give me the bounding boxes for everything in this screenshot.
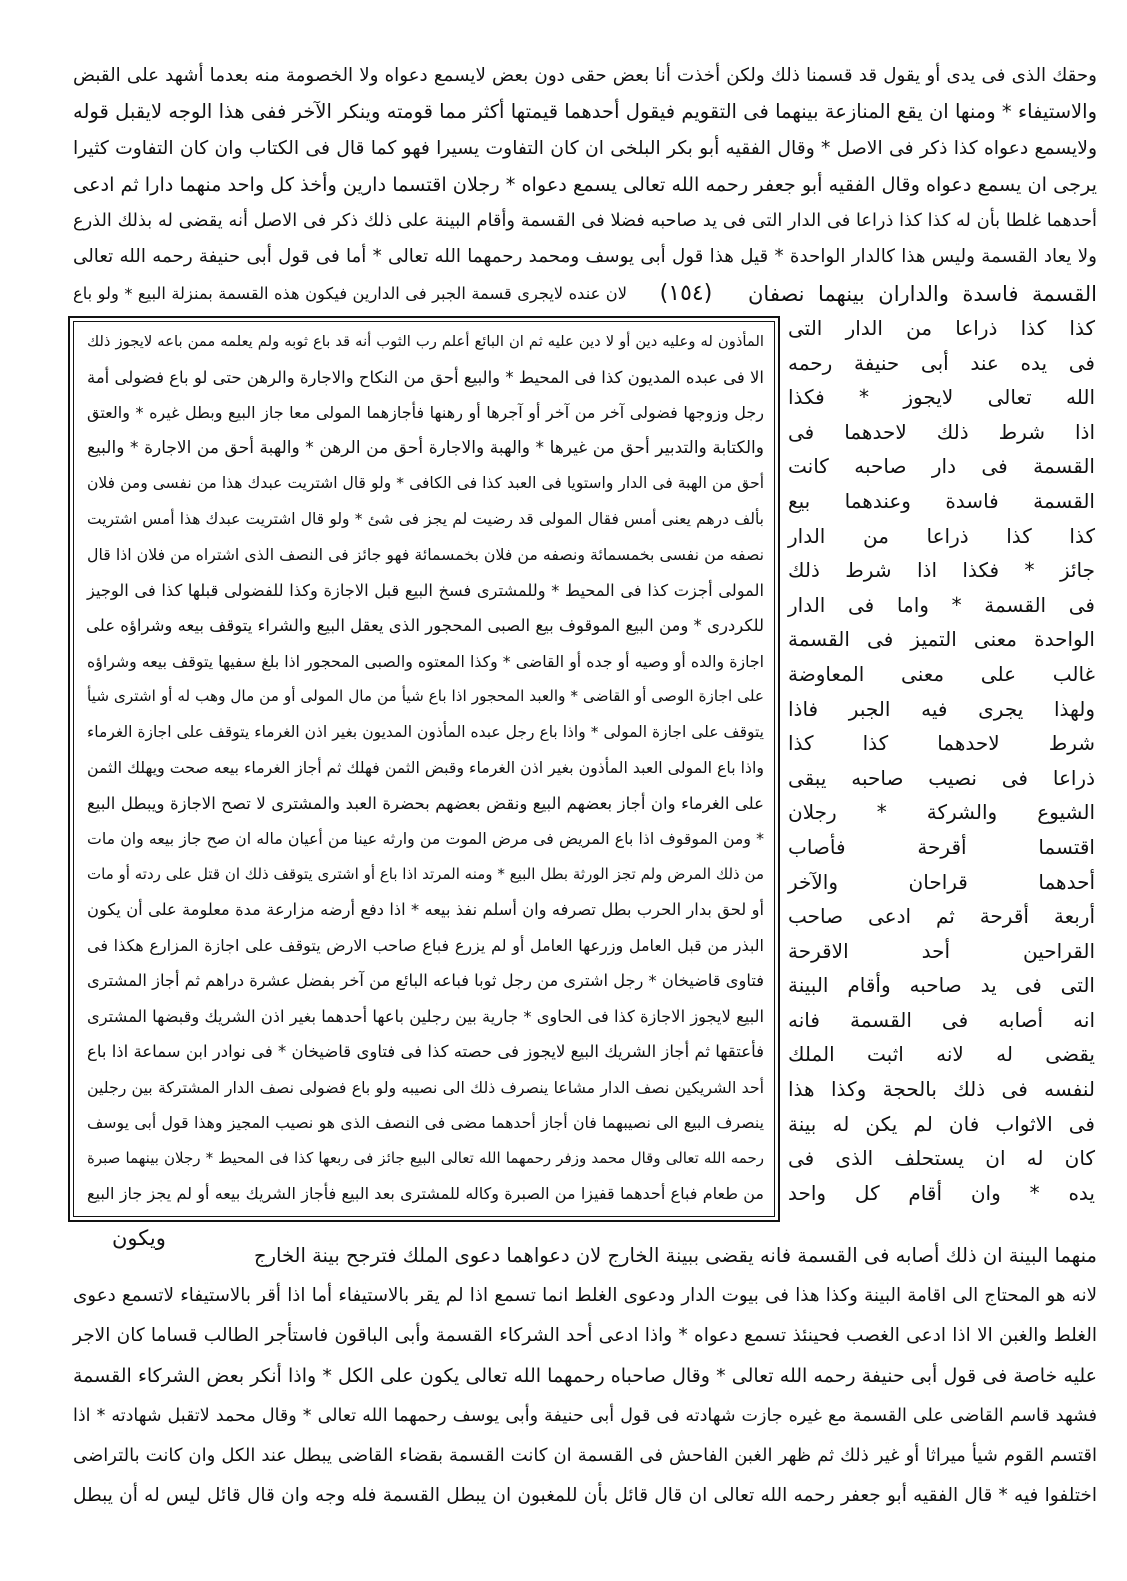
main-text-line: البيع لايجوز الاجازة كذا فى الحاوى * جارية بين رجلين باعها أحدهما بغير اذن الشريك وقبضها المشترى [87, 1006, 764, 1026]
top-last-line-right-part: القسمة فاسدة والداران بينهما نصفان [748, 281, 1097, 306]
page-number: (١٥٤) [659, 280, 713, 306]
main-text-frame [68, 316, 780, 1222]
top-text-block [70, 58, 1097, 312]
main-text-line: الا فى عبده المديون كذا فى المحيط * والبيع أحق من النكاح والاجارة والرهن حتى لو باع فضولى أمة [87, 367, 764, 387]
margin-text-line: انه أصابه فى القسمة فانه [788, 1007, 1095, 1032]
main-text-line: للكردرى * ومن البيع الموقوف بيع الصبى المحجور الذى يعقل البيع والشراء يتوقف بيعه وشراؤه على [86, 616, 764, 635]
main-text-block [84, 324, 764, 1212]
top-text-line: والاستيفاء * ومنها ان يقع المنازعة بينهما فى التقويم فيقول أحدهما قيمتها أكثر مما قومته وينكر الآخر ففى هذا الوجه لايقبل قوله [73, 100, 1097, 124]
main-text-line: على الغرماء وان أجاز بعضهم البيع ونقض بعضهم بحضرة العبد والمشترى لا تصح الاجازة ويبطل البيع [87, 793, 764, 813]
main-text-line: رحمه الله تعالى وقال محمد وزفر رحمهما الله تعالى البيع جائز فى ربعها كذا فى المحيط * رجلان بينهما صبرة [87, 1148, 764, 1167]
bottom-text-line: لانه هو المحتاج الى اقامة البينة وكذا هذا فى بيوت الدار ودعوى الغلط انما تسمع اذا لم يقر بالاستيفاء أما اذا أقر بالاستيفاء لاتسمع دعوى [73, 1285, 1097, 1306]
main-text-line: أو لحق بدار الحرب بطل تصرفه وان أسلم نفذ بيعه * اذا دفع أرضه مزارعة مدة معلومة على أن يكون [87, 900, 764, 919]
margin-text-line: التى فى يد صاحبه وأقام البينة [788, 973, 1095, 998]
top-text-line-with-page-number [70, 276, 1097, 312]
main-text-line: ينصرف البيع الى نصيبهما فان أجاز أحدهما مضى فى النصف الذى هو نصيب المجيز وهذا قول أبى يوسف [87, 1113, 764, 1132]
top-text-line: أحدهما غلطا بأن له كذا كذا ذراعا فى الدار التى فى يد صاحبه فضلا فى القسمة وأقام البينة على ذلك ذكر فى الاصل أنه يقضى له بذلك الذرع [73, 211, 1097, 232]
margin-text-line: شرط لاحدهما كذا كذا [788, 731, 1095, 756]
margin-text-line: الواحدة معنى التميز فى القسمة [788, 627, 1095, 652]
margin-text-line: الله تعالى لايجوز * فكذا [788, 385, 1095, 410]
margin-text-line: غالب على معنى المعاوضة [788, 661, 1095, 686]
main-text-line: المولى أجزت كذا فى المحيط * وللمشترى فسخ البيع قبل الاجازة وكذا للفضولى قبلها كذا فى الوجيز [87, 580, 764, 600]
margin-text-line: أحدهما قراحان والآخر [788, 869, 1095, 894]
main-text-line: اجازة والده أو وصيه أو جده أو القاضى * وكذا المعتوه والصبى المحجور اذا بلغ سفيها يتوقف بيعه وشراؤه [87, 651, 764, 671]
main-text-line: فتاوى قاضيخان * رجل اشترى من رجل ثوبا فباعه البائع من آخر بفضل عشرة دراهم ثم أجاز المشترى [87, 971, 764, 990]
margin-text-line: اقتسما أقرحة فأصاب [788, 834, 1095, 859]
bottom-text-line: منهما البينة ان ذلك أصابه فى القسمة فانه يقضى ببينة الخارج لان دعواهما دعوى الملك فترجح بينة الخارج [254, 1244, 1097, 1267]
top-last-line-left-part: لان عنده لايجرى قسمة الجبر فى الدارين فيكون هذه القسمة بمنزلة البيع * ولو باع [73, 283, 627, 303]
margin-text-line: يده * وان أقام كل واحد [788, 1180, 1095, 1205]
bottom-text-line: فشهد قاسم القاضى على القسمة مع غيره جازت شهادته فى قول أبى حنيفة وأبى يوسف رحمهما الله تعالى * وقال محمد لاتقبل شهادته * اذا [73, 1406, 1097, 1426]
margin-text-line: اذا شرط ذلك لاحدهما فى [788, 419, 1095, 444]
margin-text-line: القسمة فى دار صاحبه كانت [788, 454, 1095, 479]
margin-column [785, 311, 1095, 1210]
bottom-text-line: اختلفوا فيه * قال الفقيه أبو جعفر رحمه الله تعالى ان قال قائل بأن للمغبون ان يبطل القسمة فله وجه وان قال قائل ليس له أن يبطل [73, 1485, 1097, 1506]
main-text-line: أحق من الهبة فى الدار واستويا فى العبد كذا فى الكافى * ولو قال اشتريت عبدك هذا من نفسى ومن فلان [87, 474, 764, 492]
main-text-line: بألف درهم يعنى أمس فقال المولى قد رضيت لم يجز فى شئ * ولو قال اشتريت عبدك هذا أمس اشتريت [87, 509, 764, 528]
margin-text-line: كان له ان يستحلف الذى فى [788, 1146, 1095, 1171]
margin-text-line: فى القسمة * واما فى الدار [788, 592, 1095, 617]
main-text-line: فأعتقها ثم أجاز الشريك البيع لايجوز فى حصته كذا فى فتاوى قاضيخان * فى نوادر ابن سماعة اذا باع [87, 1042, 764, 1061]
margin-text-line: كذا كذا ذراعا من الدار [788, 523, 1095, 548]
top-text-line: ولا يعاد القسمة وليس هذا كالدار الواحدة * قيل هذا قول أبى يوسف ومحمد رحمهما الله تعالى * أما فى قول أبى حنيفة رحمه الله تعالى [73, 246, 1097, 268]
bottom-text-line: الغلط والغبن الا اذا ادعى الغصب فحينئذ تسمع دعواه * واذا ادعى أحد الشركاء القسمة وأبى الباقون فاستأجر الطالب قساما كان الاجر [73, 1325, 1097, 1346]
top-text-line: وحقك الذى فى يدى أو يقول قد قسمنا ذلك ولكن أخذت أنا بعض حقى دون بعض لايسمع دعواه ولا الخصومة منه بعدما أشهد على القبض [73, 65, 1097, 86]
bottom-text-block [70, 1236, 1097, 1516]
main-text-line: البذر من قبل العامل وزرعها العامل أو لم يزرع فباع صاحب الارض يتوقف على اجازة المزارع هكذا فى [87, 935, 764, 955]
margin-text-line: ذراعا فى نصيب صاحبه يبقى [788, 765, 1095, 790]
bottom-text-line: اقتسم القوم شيأ ميراثا أو غير ذلك ثم ظهر الغبن الفاحش فى القسمة ان كانت القسمة بقضاء القاضى يبطل عند الكل وان كانت بالتراضى [73, 1445, 1097, 1466]
main-text-line: * ومن الموقوف اذا باع المريض فى مرض الموت من وارثه عينا من أعيان ماله ان صح جاز بيعه وان مات [87, 829, 764, 848]
margin-text-line: يقضى له لانه اثبت الملك [788, 1042, 1095, 1067]
main-text-line: واذا باع المولى العبد المأذون بغير اذن الغرماء وقبض الثمن فهلك ثم أجاز الغرماء بيعه صحت ويهلك الثمن [87, 758, 764, 777]
margin-text-line: كذا كذا ذراعا من الدار التى [788, 316, 1095, 340]
main-text-line: المأذون له وعليه دين أو لا دين عليه ثم ان البائع أعلم رب الثوب أنه قد باع ثوبه ولم يعلمه ممن باعه لايجوز ذلك [87, 333, 764, 350]
main-text-line: من طعام فباع أحدهما قفيزا من الصبرة وكاله للمشترى بعد البيع فأجاز الشريك بيعه أو لم يجز جاز البيع [87, 1184, 764, 1203]
margin-text-line: القسمة فاسدة وعندهما بيع [788, 488, 1095, 513]
main-text-line: من ذلك المرض ولم تجز الورثة بطل البيع * ومنه المرتد اذا باع أو اشترى يتوقف ذلك ان قتل على ردته أو مات [87, 864, 764, 883]
margin-text-line: القراحين أحد الاقرحة [788, 938, 1095, 963]
top-text-line: ولايسمع دعواه كذا ذكر فى الاصل * وقال الفقيه أبو بكر البلخى ان كان التفاوت يسيرا فهو كما قال فى الكتاب وان كان التفاوت كثيرا [73, 137, 1097, 159]
main-text-line: نصفه من نفسى بخمسمائة ونصفه من فلان بخمسمائة فهو جائز فى النصف الذى اشتراه من فلان اذا قال [87, 545, 764, 564]
margin-text-line: فى يده عند أبى حنيفة رحمه [788, 350, 1095, 375]
main-text-line: رجل وزوجها فضولى آخر من آخر أو آجرها أو رهنها فأجازهما المولى معا جاز البيع وبطل غيره * والعتق [87, 403, 764, 422]
margin-text-line: جائز * فكذا اذا شرط ذلك [788, 558, 1095, 583]
bottom-text-line: عليه خاصة فى قول أبى حنيفة رحمه الله تعالى * وقال صاحباه رحمهما الله تعالى يكون على الكل * واذا أنكر بعض الشركاء القسمة [73, 1365, 1097, 1387]
margin-text-line: الشيوع والشركة * رجلان [788, 800, 1095, 825]
top-text-line: يرجى ان يسمع دعواه وقال الفقيه أبو جعفر رحمه الله تعالى يسمع دعواه * رجلان اقتسما دارين وأخذ كل واحد منهما دارا ثم ادعى [73, 172, 1097, 196]
margin-text-line: ولهذا يجرى فيه الجبر فاذا [788, 696, 1095, 721]
main-text-line: على اجازة الوصى أو القاضى * والعبد المحجور اذا باع شيأ من مال المولى أو من مال وهب له أو اشترى شيأ [87, 687, 764, 705]
bottom-first-line-tail-word: ويكون [112, 1226, 166, 1250]
main-text-line: أحد الشريكين نصف الدار مشاعا ينصرف ذلك الى نصيبه ولو باع فضولى نصف الدار المشتركة بين رجلين [87, 1077, 764, 1097]
main-text-line: والكتابة والتدبير أحق من غيرها * والهبة والاجارة أحق من الرهن * والهبة أحق من الاجارة * والبيع [87, 437, 764, 458]
margin-text-line: أربعة أقرحة ثم ادعى صاحب [788, 904, 1095, 929]
main-text-line: يتوقف على اجازة المولى * واذا باع رجل عبده المأذون المديون بغير اذن الغرماء يتوقف على اجازة الغرماء [87, 722, 764, 741]
margin-text-line: لنفسه فى ذلك بالحجة وكذا هذا [788, 1077, 1095, 1102]
margin-text-line: فى الاثواب فان لم يكن له بينة [788, 1111, 1095, 1136]
